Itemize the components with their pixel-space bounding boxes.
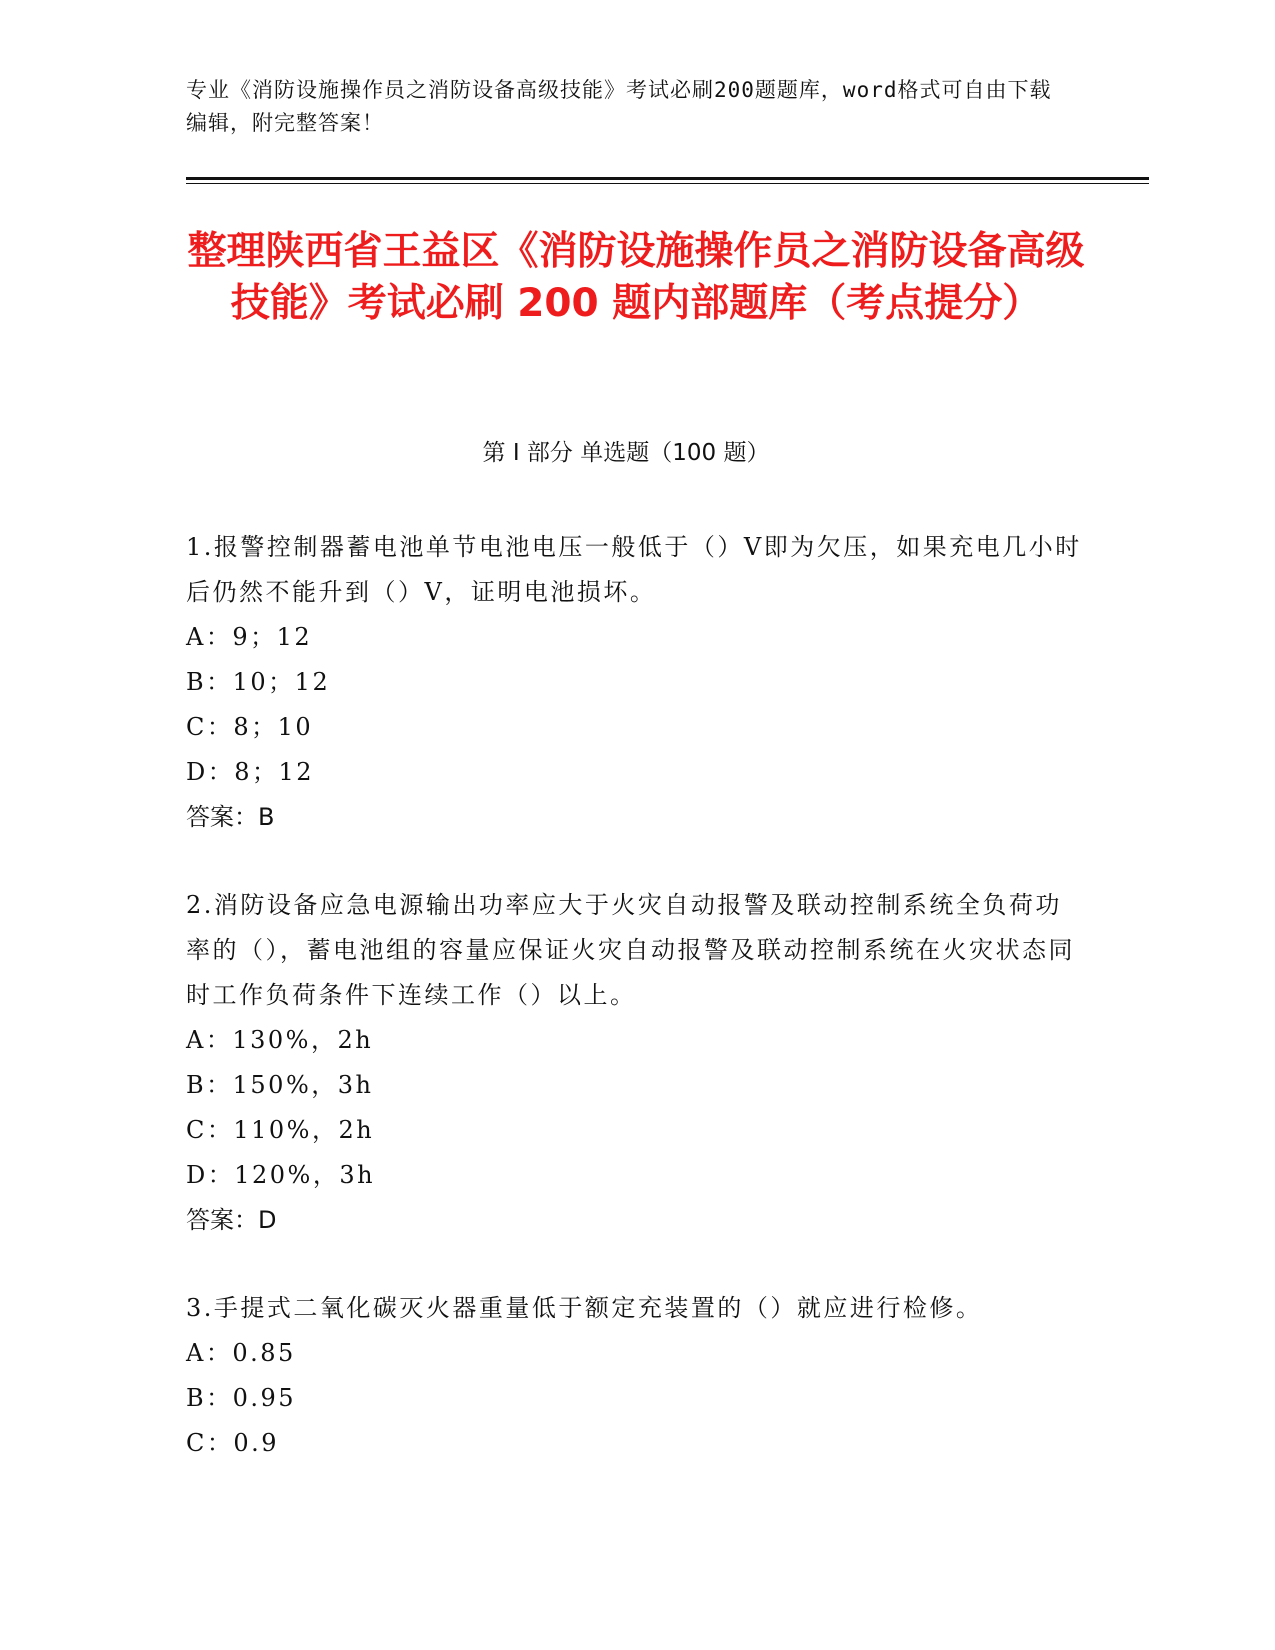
header-divider-thick — [186, 177, 1149, 180]
answer: 答案：D — [186, 1206, 277, 1234]
option-a: A：9；12 — [186, 623, 313, 651]
option-b: B：10；12 — [186, 668, 331, 696]
question-2 — [186, 883, 1086, 1243]
question-3 — [186, 1286, 1086, 1466]
section-heading: 第 I 部分 单选题（100 题） — [482, 440, 770, 466]
option-a: A：0.85 — [186, 1339, 296, 1367]
document-intro: 专业《消防设施操作员之消防设备高级技能》考试必刷200题题库，word格式可自由下载编辑，附完整答案！ — [186, 78, 1052, 135]
header-divider-thin — [186, 183, 1149, 184]
option-c: C：8；10 — [186, 713, 314, 741]
option-b: B：0.95 — [186, 1384, 297, 1412]
question-list — [186, 525, 1086, 1509]
question-1 — [186, 525, 1086, 840]
question-text: 2.消防设备应急电源输出功率应大于火灾自动报警及联动控制系统全负荷功率的（），蓄电池组的容量应保证火灾自动报警及联动控制系统在火灾状态同时工作负荷条件下连续工作（）以上。 — [186, 891, 1075, 1009]
option-d: D：8；12 — [186, 758, 315, 786]
answer: 答案：B — [186, 803, 275, 831]
document-title: 整理陕西省王益区《消防设施操作员之消防设备高级技能》考试必刷 200 题内部题库（考点提分） — [187, 229, 1085, 326]
option-c: C：0.9 — [186, 1429, 280, 1457]
option-d: D：120%，3h — [186, 1161, 376, 1189]
question-text: 3.手提式二氧化碳灭火器重量低于额定充装置的（）就应进行检修。 — [186, 1294, 983, 1322]
option-b: B：150%，3h — [186, 1071, 374, 1099]
question-text: 1.报警控制器蓄电池单节电池电压一般低于（）V即为欠压，如果充电几小时后仍然不能升到（）V，证明电池损坏。 — [186, 533, 1082, 606]
option-a: A：130%，2h — [186, 1026, 374, 1054]
option-c: C：110%，2h — [186, 1116, 375, 1144]
